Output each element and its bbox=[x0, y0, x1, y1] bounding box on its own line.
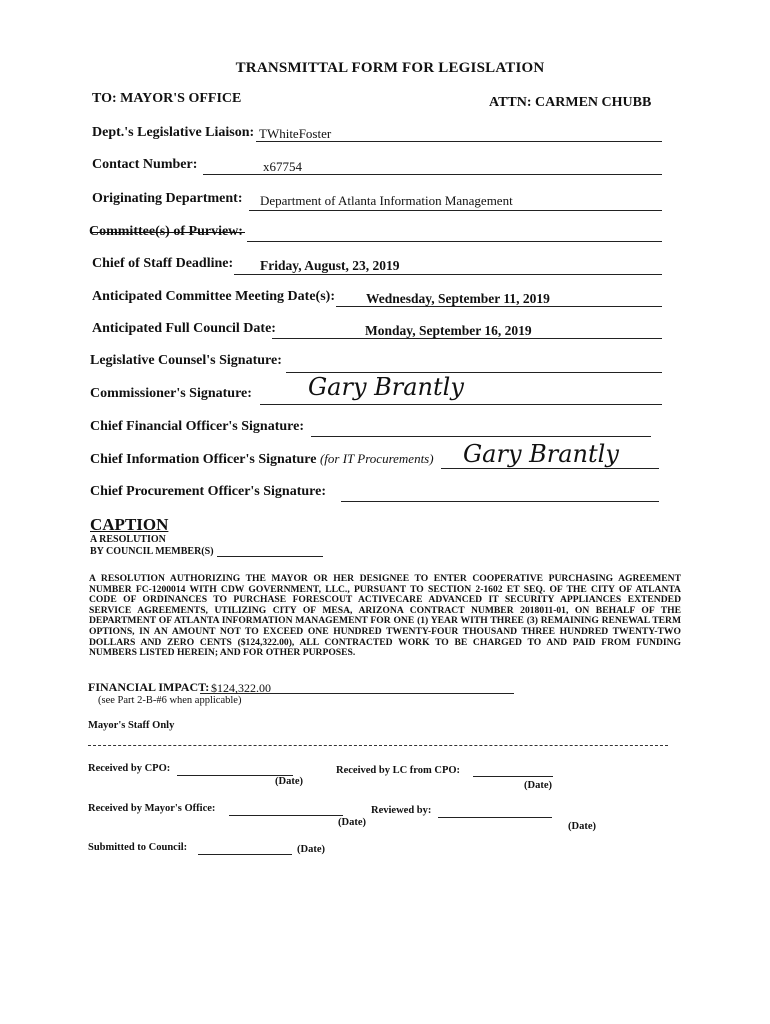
reviewed-by-date: (Date) bbox=[568, 821, 596, 832]
received-mayor-line bbox=[229, 815, 343, 816]
received-lc-date: (Date) bbox=[524, 780, 552, 791]
submitted-council-date: (Date) bbox=[297, 844, 325, 855]
cfo-sig-label: Chief Financial Officer's Signature: bbox=[90, 419, 304, 434]
cio-sig-note: (for IT Procurements) bbox=[319, 451, 434, 466]
financial-label: FINANCIAL IMPACT: bbox=[88, 680, 210, 694]
cfo-sig-line bbox=[311, 436, 651, 437]
commissioner-sig-line bbox=[260, 404, 662, 405]
counsel-sig-label: Legislative Counsel's Signature: bbox=[90, 353, 282, 368]
cpo-sig-line bbox=[341, 501, 659, 502]
council-member-line bbox=[217, 556, 323, 557]
cpo-sig-label: Chief Procurement Officer's Signature: bbox=[90, 484, 327, 499]
received-cpo-label: Received by CPO: bbox=[88, 763, 171, 774]
financial-value: $124,322.00 bbox=[211, 681, 271, 695]
orig-dept-line bbox=[249, 210, 662, 211]
received-lc-label: Received by LC from CPO: bbox=[336, 765, 461, 776]
financial-note: (see Part 2-B-#6 when applicable) bbox=[98, 695, 242, 706]
caption-council-member: BY COUNCIL MEMBER(S) bbox=[90, 546, 214, 557]
orig-dept-value: Department of Atlanta Information Management bbox=[260, 193, 513, 208]
orig-dept-label: Originating Department: bbox=[92, 191, 243, 206]
committee-line bbox=[247, 241, 662, 242]
caption-heading: CAPTION bbox=[90, 515, 169, 534]
submitted-council-label: Submitted to Council: bbox=[88, 842, 188, 853]
cos-deadline-line bbox=[234, 274, 662, 275]
council-date-label: Anticipated Full Council Date: bbox=[92, 321, 276, 336]
council-date-value: Monday, September 16, 2019 bbox=[365, 323, 532, 338]
liaison-value: TWhiteFoster bbox=[259, 126, 332, 141]
received-cpo-date: (Date) bbox=[275, 776, 303, 787]
commissioner-sig-label: Commissioner's Signature: bbox=[90, 386, 252, 401]
reviewed-by-line bbox=[438, 817, 552, 818]
cos-deadline-value: Friday, August, 23, 2019 bbox=[260, 258, 400, 273]
cio-sig-label bbox=[90, 451, 434, 468]
staff-only-label: Mayor's Staff Only bbox=[88, 720, 175, 731]
cio-sig-label-text: Chief Information Officer's Signature bbox=[90, 452, 317, 467]
form-title: TRANSMITTAL FORM FOR LEGISLATION bbox=[235, 60, 545, 76]
received-mayor-date: (Date) bbox=[338, 817, 366, 828]
submitted-council-line bbox=[198, 854, 292, 855]
attn-line: ATTN: CARMEN CHUBB bbox=[489, 95, 652, 110]
contact-value: x67754 bbox=[263, 159, 302, 174]
received-mayor-label: Received by Mayor's Office: bbox=[88, 803, 216, 814]
committee-label: Committee(s) of Purview: bbox=[89, 224, 243, 239]
commissioner-signature: Gary Brantly bbox=[308, 373, 464, 401]
caption-resolution: A RESOLUTION bbox=[90, 534, 166, 545]
received-lc-line bbox=[473, 776, 553, 777]
committee-date-label: Anticipated Committee Meeting Date(s): bbox=[92, 289, 335, 304]
staff-separator bbox=[88, 745, 668, 746]
contact-label: Contact Number: bbox=[92, 157, 198, 172]
cio-signature: Gary Brantly bbox=[463, 440, 619, 468]
committee-strikethrough bbox=[90, 232, 245, 233]
reviewed-by-label: Reviewed by: bbox=[371, 805, 432, 816]
caption-body: A RESOLUTION AUTHORIZING THE MAYOR OR HER DESIGNEE TO ENTER COOPERATIVE PURCHASING AGREEMENT NUMBER FC-1200014 WITH CDW GOVERNMENT, LLC., PURSUANT TO SECTION 2-1602 ET SEQ. OF THE CITY OF ATLANTA CODE OF ORDINANCES TO PURCHASE FORESCOUT ACTIVECARE ADVANCED IT SECURITY APPLIANCES EXTENDED SERVICE AGREEMENTS, UTILIZING CITY OF MESA, ARIZONA CONTRACT NUMBER 2018011-01, ON BEHALF OF THE DEPARTMENT OF ATLANTA INFORMATION MANAGEMENT FOR ONE (1) YEAR WITH THREE (3) REMAINING RENEWAL TERM OPTIONS, IN AN AMOUNT NOT TO EXCEED ONE HUNDRED TWENTY-FOUR THOUSAND THREE HUNDRED TWENTY-TWO DOLLARS AND ZERO CENTS ($124,322.00), ALL CONTRACTED WORK TO BE CHARGED TO AND PAID FROM FUNDING NUMBERS LISTED HEREIN; AND FOR OTHER PURPOSES. bbox=[89, 573, 681, 659]
committee-date-value: Wednesday, September 11, 2019 bbox=[366, 291, 550, 306]
to-line: TO: MAYOR'S OFFICE bbox=[92, 91, 242, 106]
cio-sig-line bbox=[441, 468, 659, 469]
liaison-label: Dept.'s Legislative Liaison: bbox=[92, 125, 255, 140]
cos-deadline-label: Chief of Staff Deadline: bbox=[92, 256, 234, 271]
